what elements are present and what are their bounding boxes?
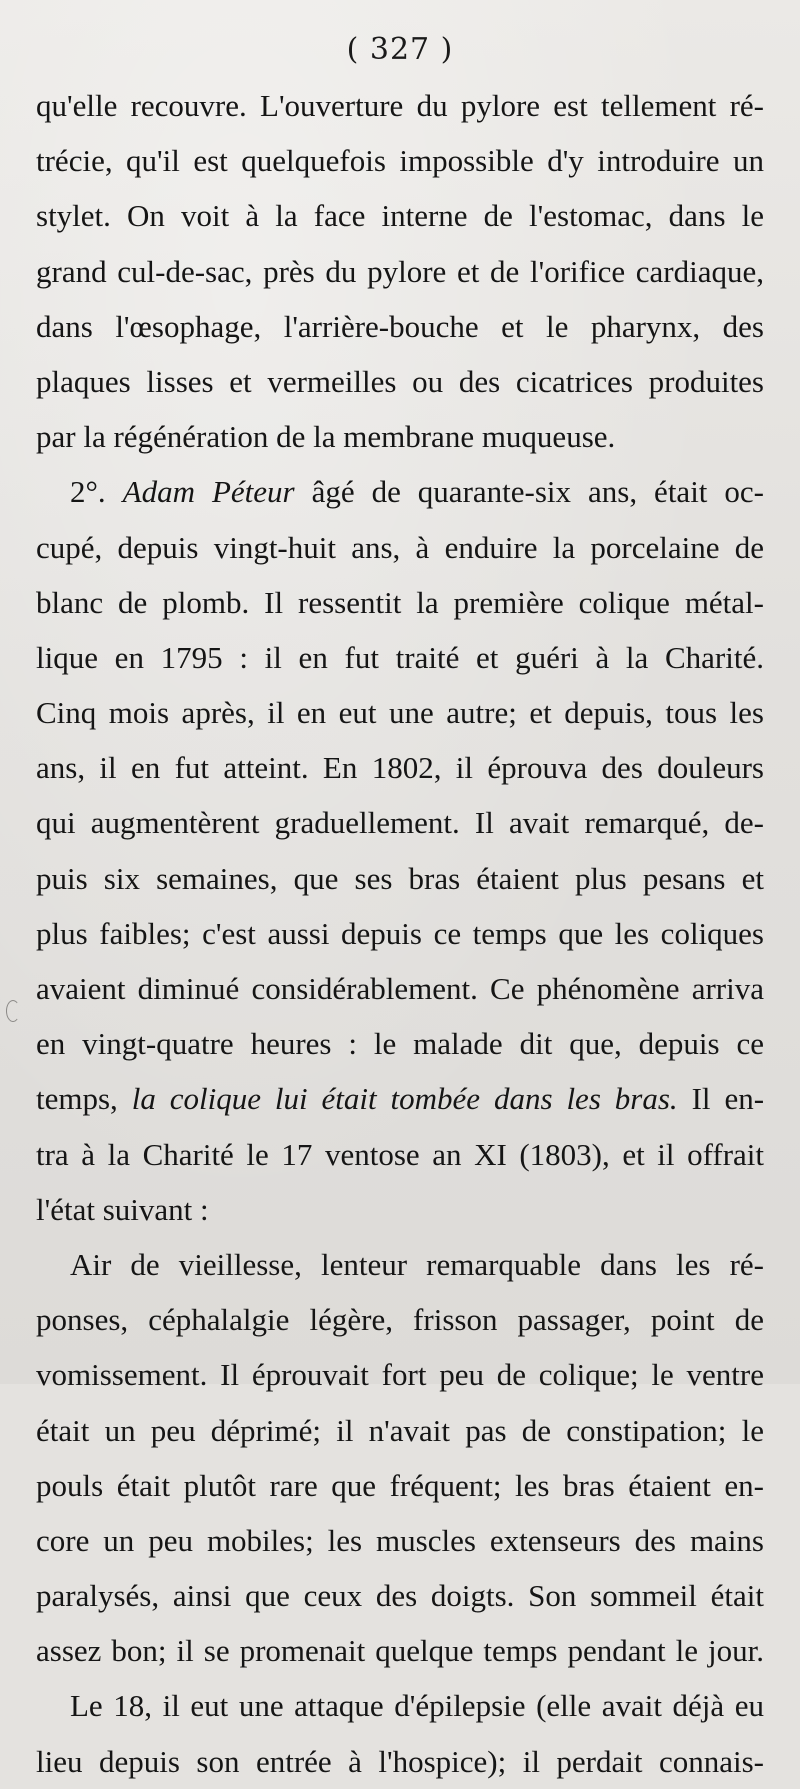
text-line: l'état suivant : <box>36 1191 209 1227</box>
text-line: lieu depuis son entrée à l'hospice); il perdait connais- <box>36 1743 764 1779</box>
text-line: pouls était plutôt rare que fréquent; les bras étaient en- <box>36 1467 764 1503</box>
text-line: tra à la Charité le 17 ventose an XI (1803), et il offrait <box>36 1136 764 1172</box>
case-number: 2°. <box>70 474 106 510</box>
text-line: était un peu déprimé; il n'avait pas de constipation; le <box>36 1412 764 1448</box>
text-fragment: âgé de quarante-six ans, était oc- <box>311 474 764 510</box>
quoted-phrase: la colique lui était tombée dans les bras. <box>131 1081 678 1117</box>
text-line: plus faibles; c'est aussi depuis ce temps que les coliques <box>36 915 764 951</box>
text-line: cupé, depuis vingt-huit ans, à enduire la porcelaine de <box>36 529 764 565</box>
text-line: grand cul-de-sac, près du pylore et de l'orifice cardiaque, <box>36 253 764 289</box>
text-line: blanc de plomb. Il ressentit la première colique métal- <box>36 584 764 620</box>
text-line: core un peu mobiles; les muscles extenseurs des mains <box>36 1522 764 1558</box>
text-line: assez bon; il se promenait quelque temps pendant le jour. <box>36 1633 764 1669</box>
text-line: Cinq mois après, il en eut une autre; et depuis, tous les <box>36 695 764 731</box>
text-line: puis six semaines, que ses bras étaient plus pesans et <box>36 860 764 896</box>
text-line: paralysés, ainsi que ceux des doigts. Son sommeil était <box>36 1578 764 1614</box>
text-line: lique en 1795 : il en fut traité et guéri à la Charité. <box>36 639 764 675</box>
text-line: Le 18, il eut une attaque d'épilepsie (elle avait déjà eu <box>70 1688 764 1724</box>
text-line <box>36 1071 764 1126</box>
text-line: stylet. On voit à la face interne de l'estomac, dans le <box>36 198 764 234</box>
margin-mark <box>6 1000 20 1022</box>
text-line: Air de vieillesse, lenteur remarquable dans les ré- <box>70 1246 764 1282</box>
text-line: vomissement. Il éprouvait fort peu de colique; le ventre <box>36 1357 764 1393</box>
text-line: dans l'œsophage, l'arrière-bouche et le pharynx, des <box>36 308 764 344</box>
text-line: ponses, céphalalgie légère, frisson passager, point de <box>36 1302 764 1338</box>
text-line: par la régénération de la membrane muqueuse. <box>36 419 616 455</box>
text-line: qui augmentèrent graduellement. Il avait remarqué, de- <box>36 805 764 841</box>
page-number: ( 327 ) <box>346 32 454 67</box>
text-line: en vingt-quatre heures : le malade dit que, depuis ce <box>36 1026 764 1062</box>
text-line: avaient diminué considérablement. Ce phénomène arriva <box>36 971 764 1006</box>
text-line: qu'elle recouvre. L'ouverture du pylore est tellement ré- <box>36 88 764 123</box>
page-body-text <box>36 78 764 1789</box>
text-line: trécie, qu'il est quelquefois impossible d'y introduire un <box>36 143 764 179</box>
patient-name: Adam Péteur <box>122 474 295 510</box>
text-line <box>36 464 764 519</box>
text-line: plaques lisses et vermeilles ou des cicatrices produites <box>36 363 764 399</box>
text-fragment: temps, <box>36 1081 118 1117</box>
text-line: ans, il en fut atteint. En 1802, il éprouva des douleurs <box>36 750 764 786</box>
text-fragment: Il en- <box>691 1081 764 1117</box>
